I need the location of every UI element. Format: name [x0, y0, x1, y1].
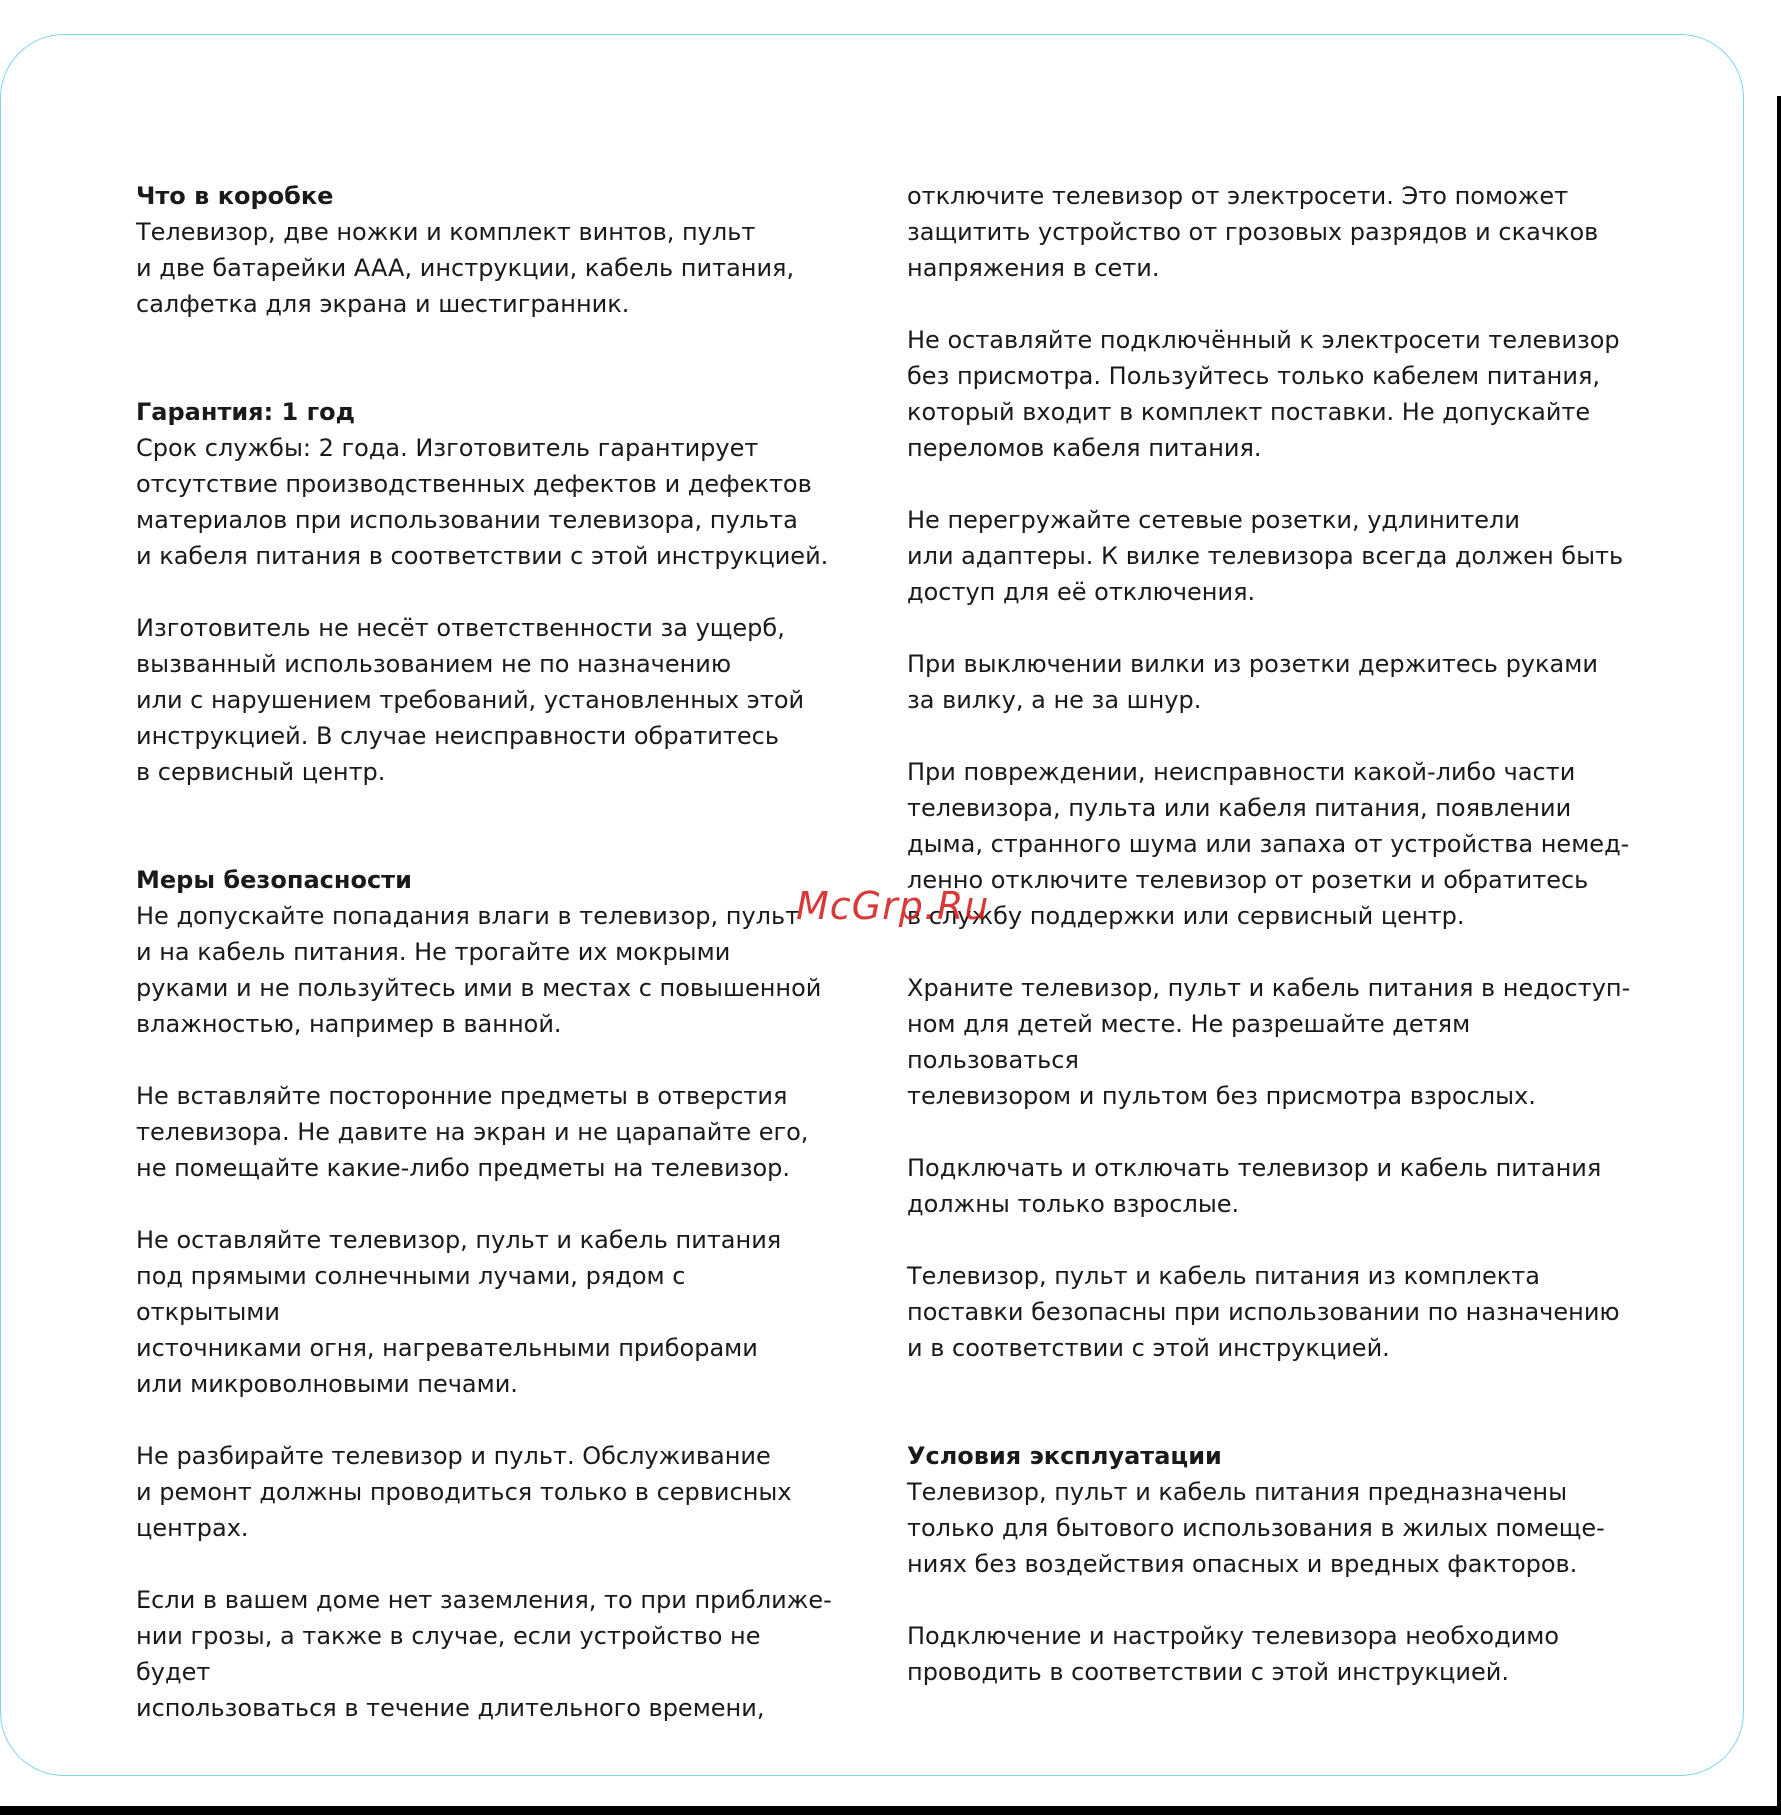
right-column [907, 178, 1637, 1690]
safety-paragraph: Не оставляйте телевизор, пульт и кабель питания под прямыми солнечными лучами, рядом с открытыми источниками огня, нагревательными приборами или микроволновыми печами. [136, 1226, 782, 1398]
warranty-paragraph: Срок службы: 2 года. Изготовитель гарантирует отсутствие производственных дефектов и дефектов материалов при использовании телевизора, пульта и кабеля питания в соответствии с этой инструкцией. [136, 434, 829, 570]
conditions-paragraph: Подключение и настройку телевизора необходимо проводить в соответствии с этой инструкцией. [907, 1622, 1560, 1686]
section-title-safety: Меры безопасности [136, 866, 412, 894]
safety-paragraph: Не оставляйте подключённый к электросети телевизор без присмотра. Пользуйтесь только кабелем питания, который входит в комплект поставки. Не допускайте переломов кабеля питания. [907, 326, 1620, 462]
conditions-paragraph: Телевизор, пульт и кабель питания предназначены только для бытового использования в жилых помеще- ниях без воздействия опасных и вредных факторов. [907, 1478, 1605, 1578]
safety-paragraph: Не перегружайте сетевые розетки, удлинители или адаптеры. К вилке телевизора всегда должен быть доступ для её отключения. [907, 506, 1624, 606]
section-title-box-contents: Что в коробке [136, 182, 334, 210]
safety-paragraph: Не разбирайте телевизор и пульт. Обслуживание и ремонт должны проводиться только в сервисных центрах. [136, 1442, 792, 1542]
safety-paragraph: Подключать и отключать телевизор и кабель питания должны только взрослые. [907, 1154, 1602, 1218]
safety-paragraph: Храните телевизор, пульт и кабель питания в недоступ- ном для детей месте. Не разрешайте детям пользоваться телевизором и пультом без присмотра взрослых. [907, 974, 1631, 1110]
watermark-text: McGrp.Ru [796, 884, 990, 928]
safety-paragraph: отключите телевизор от электросети. Это поможет защитить устройство от грозовых разрядов и скачков напряжения в сети. [907, 182, 1599, 282]
safety-paragraph: Не вставляйте посторонние предметы в отверстия телевизора. Не давите на экран и не царапайте его, не помещайте какие-либо предметы на телевизор. [136, 1082, 809, 1182]
safety-paragraph: При повреждении, неисправности какой-либо части телевизора, пульта или кабеля питания, появлении дыма, странного шума или запаха от устройства немед- ленно отключите телевизор от розетки и обратитесь в службу поддержки или сервисный центр. [907, 758, 1630, 930]
bottom-edge-bar [0, 1806, 1781, 1815]
safety-paragraph: Не допускайте попадания влаги в телевизор, пульт и на кабель питания. Не трогайте их мокрыми руками и не пользуйтесь ими в местах с повышенной влажностью, например в ванной. [136, 902, 822, 1038]
right-edge-bar [1777, 96, 1781, 1815]
safety-paragraph: Если в вашем доме нет заземления, то при приближе- нии грозы, а также в случае, если устройство не будет использоваться в течение длительного времени, [136, 1586, 832, 1722]
section-title-operating-conditions: Условия эксплуатации [907, 1442, 1222, 1470]
warranty-paragraph: Изготовитель не несёт ответственности за ущерб, вызванный использованием не по назначению или с нарушением требований, установленных этой инструкцией. В случае неисправности обратитесь в сервисный центр. [136, 614, 805, 786]
left-column [136, 178, 836, 1726]
safety-paragraph: Телевизор, пульт и кабель питания из комплекта поставки безопасны при использовании по назначению и в соответствии с этой инструкцией. [907, 1262, 1620, 1362]
safety-paragraph: При выключении вилки из розетки держитесь руками за вилку, а не за шнур. [907, 650, 1598, 714]
section-title-warranty: Гарантия: 1 год [136, 398, 355, 426]
box-contents-text: Телевизор, две ножки и комплект винтов, пульт и две батарейки AAA, инструкции, кабель питания, салфетка для экрана и шестигранник. [136, 218, 795, 318]
